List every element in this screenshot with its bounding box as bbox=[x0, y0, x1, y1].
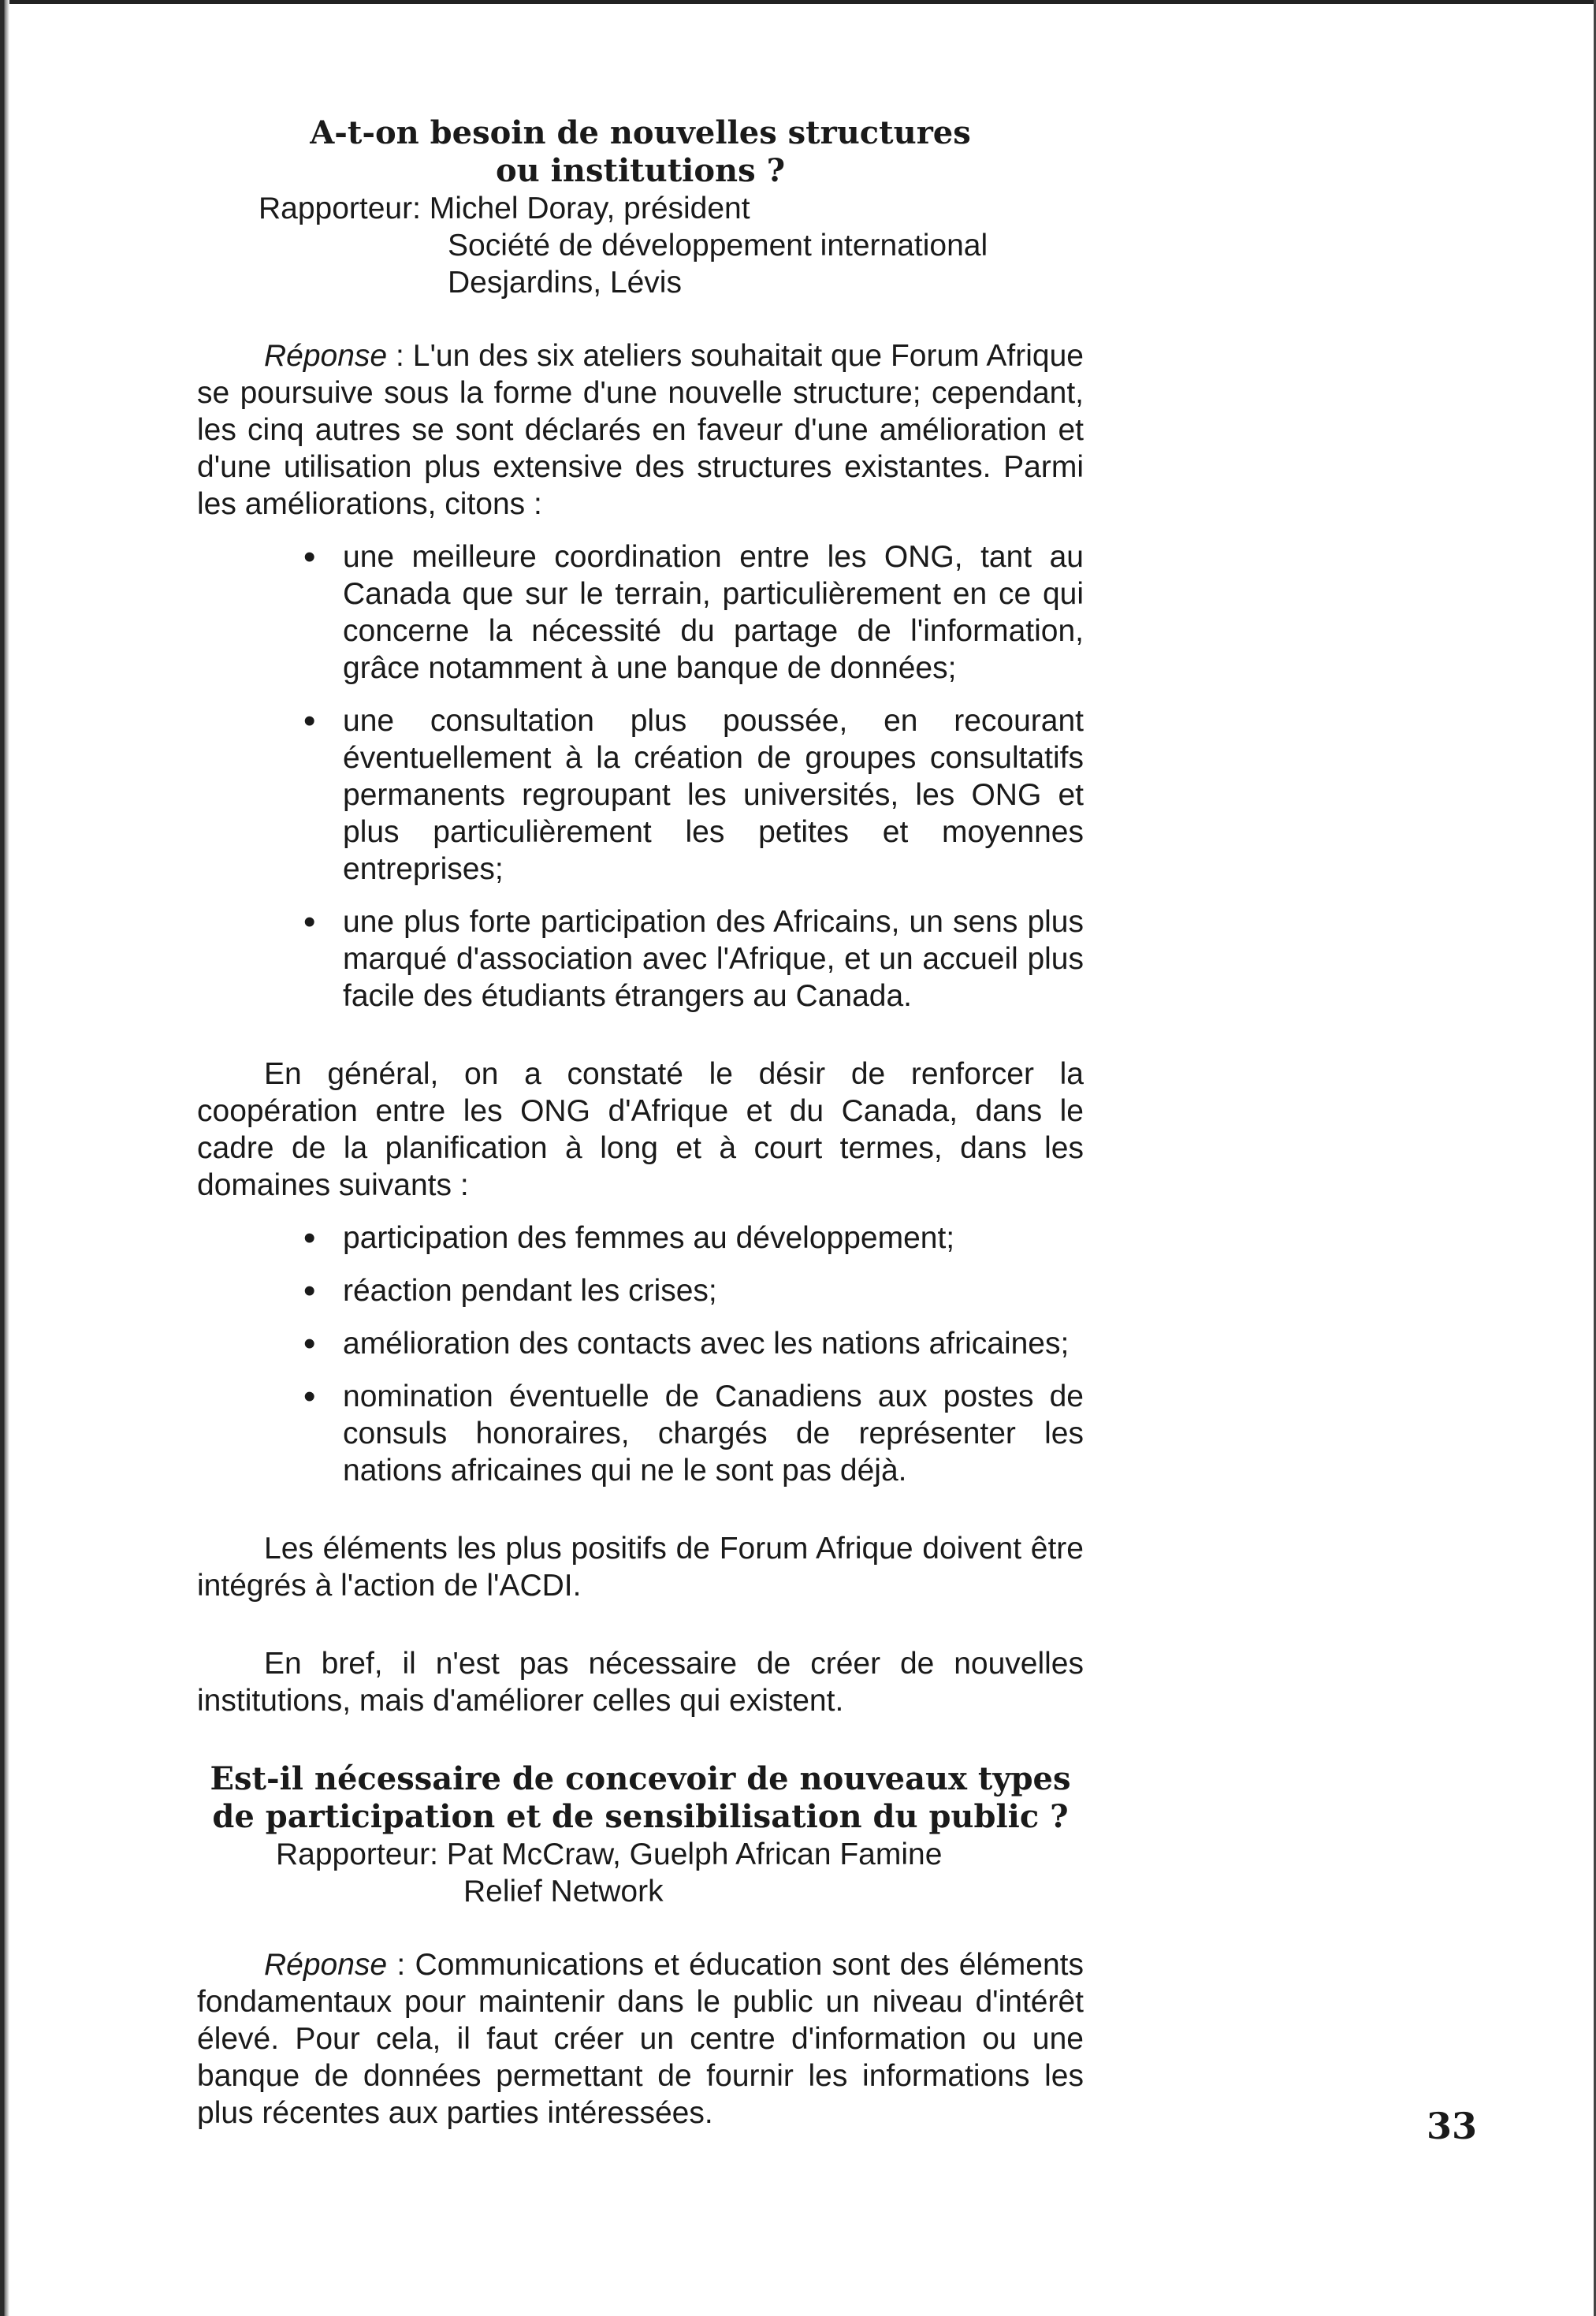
section2-heading-line1: Est-il nécessaire de concevoir de nouveaux types bbox=[210, 1760, 1071, 1797]
section1-heading-line1: A-t-on besoin de nouvelles structures bbox=[310, 114, 971, 151]
page-content bbox=[197, 114, 1084, 2132]
answer-label: Réponse bbox=[264, 339, 388, 373]
answer-label: Réponse bbox=[264, 1948, 388, 1982]
rapporteur-affiliation-line1: Relief Network bbox=[463, 1875, 664, 1908]
rapporteur-name: Michel Doray, président bbox=[429, 192, 750, 225]
answer-text: : Communications et éducation sont des éléments fondamentaux pour maintenir dans le public un niveau d'intérêt élevé. Pour cela, il faut créer un centre d'information ou une banque de données permettant de fournir les informations les plus récentes aux parties intéressées. bbox=[197, 1948, 1084, 2130]
positive-paragraph: Les éléments les plus positifs de Forum Afrique doivent être intégrés à l'action de l'ACDI. bbox=[197, 1532, 1084, 1603]
improvements-list bbox=[197, 538, 1084, 1015]
answer-text: : L'un des six ateliers souhaitait que Forum Afrique se poursuive sous la forme d'une nouvelle structure; cependant, les cinq autres se sont déclarés en faveur d'une amélioration et d'une utilisation plus extensive des structures existantes. Parmi les améliorations, citons : bbox=[197, 339, 1084, 521]
page-binding-edge bbox=[0, 0, 9, 2316]
rapporteur-affiliation-line1: Société de développement international bbox=[448, 229, 988, 263]
section1-answer bbox=[197, 337, 1084, 523]
list-item: • une consultation plus poussée, en recourant éventuellement à la création de groupes consultatifs permanents regroupant les universités, les ONG et plus particulièrement les petites et moyennes entreprises; bbox=[303, 702, 1084, 888]
rapporteur-name: Pat McCraw, Guelph African Famine bbox=[446, 1838, 943, 1871]
domains-list bbox=[197, 1219, 1084, 1489]
section2-rapporteur bbox=[276, 1836, 1084, 1910]
rapporteur-label: Rapporteur: bbox=[276, 1838, 438, 1871]
list-item: • amélioration des contacts avec les nations africaines; bbox=[303, 1325, 1084, 1362]
section2-heading bbox=[197, 1760, 1084, 1836]
section1-heading bbox=[197, 114, 1084, 190]
list-item: • nomination éventuelle de Canadiens aux postes de consuls honoraires, chargés de représenter les nations africaines qui ne le sont pas déjà. bbox=[303, 1378, 1084, 1489]
rapporteur-affiliation-line2: Desjardins, Lévis bbox=[448, 266, 682, 300]
rapporteur-label: Rapporteur: bbox=[259, 192, 421, 225]
section2-heading-line2: de participation et de sensibilisation du public ? bbox=[212, 1798, 1069, 1835]
brief-paragraph: En bref, il n'est pas nécessaire de créer de nouvelles institutions, mais d'améliorer celles qui existent. bbox=[197, 1647, 1084, 1718]
section1-heading-line2: ou institutions ? bbox=[495, 152, 786, 189]
general-paragraph: En général, on a constaté le désir de renforcer la coopération entre les ONG d'Afrique et du Canada, dans le cadre de la planification à long et à court termes, dans les domaines suivants : bbox=[197, 1057, 1084, 1202]
page-number: 33 bbox=[1427, 2105, 1478, 2147]
list-item: • réaction pendant les crises; bbox=[303, 1272, 1084, 1309]
list-item: • participation des femmes au développement; bbox=[303, 1219, 1084, 1257]
page-top-edge bbox=[0, 0, 1596, 4]
section1-rapporteur bbox=[259, 190, 1084, 301]
list-item: • une meilleure coordination entre les ONG, tant au Canada que sur le terrain, particulièrement en ce qui concerne la nécessité du partage de l'information, grâce notamment à une banque de données; bbox=[303, 538, 1084, 687]
list-item: • une plus forte participation des Africains, un sens plus marqué d'association avec l'Afrique, et un accueil plus facile des étudiants étrangers au Canada. bbox=[303, 903, 1084, 1015]
section2-answer bbox=[197, 1946, 1084, 2132]
